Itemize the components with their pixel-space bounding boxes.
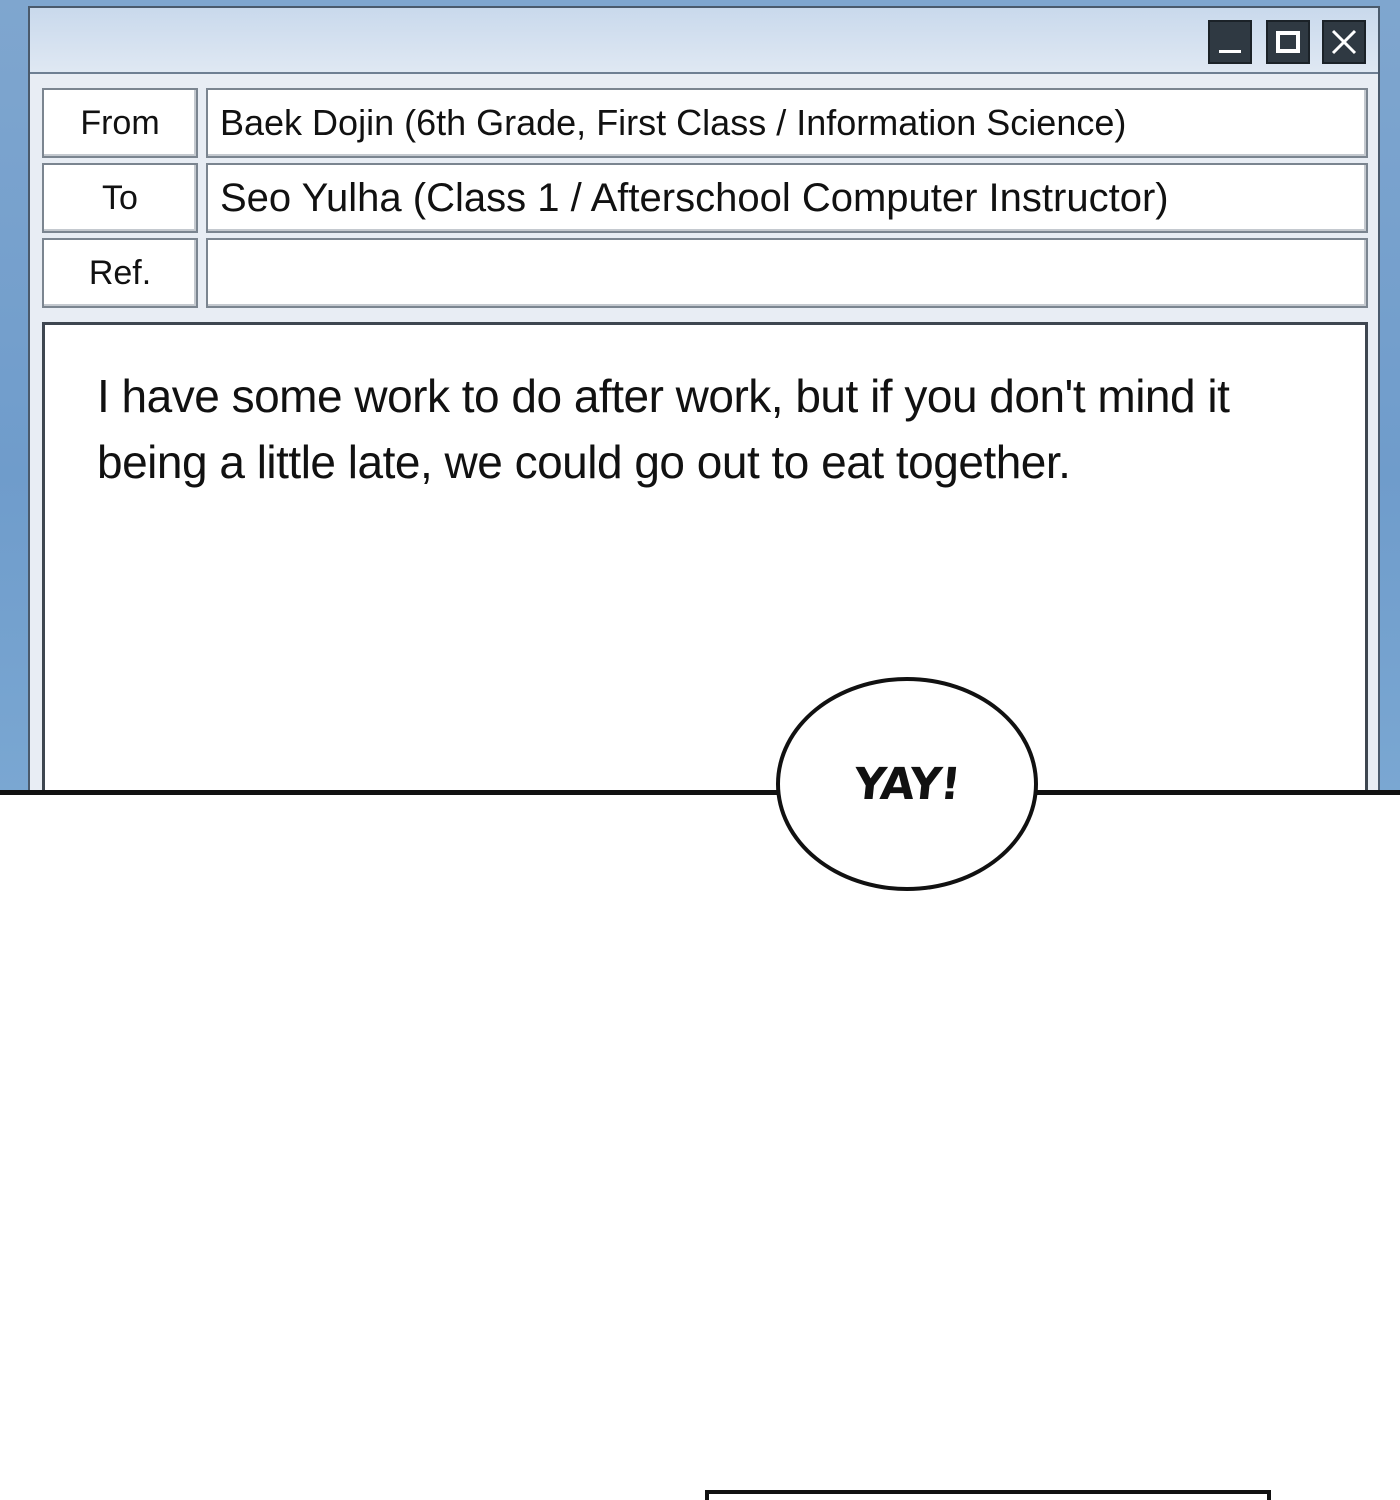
to-label: To — [42, 163, 198, 233]
email-window — [28, 6, 1380, 792]
message-line-1: I have some work to do after work, but if you don't mind it — [97, 370, 1230, 422]
ref-field[interactable] — [206, 238, 1368, 308]
window-titlebar — [30, 8, 1378, 74]
message-text — [97, 363, 1277, 495]
speech-bubble-text: YAY! — [851, 758, 963, 810]
from-field[interactable]: Baek Dojin (6th Grade, First Class / Information Science) — [206, 88, 1368, 158]
next-panel-border — [705, 1490, 1271, 1500]
maximize-icon[interactable] — [1266, 20, 1310, 64]
close-icon[interactable] — [1322, 20, 1366, 64]
speech-bubble — [776, 677, 1038, 891]
message-line-2: being a little late, we could go out to eat together. — [97, 436, 1071, 488]
ref-label: Ref. — [42, 238, 198, 308]
message-body[interactable] — [42, 322, 1368, 792]
minimize-icon[interactable] — [1208, 20, 1252, 64]
to-field[interactable]: Seo Yulha (Class 1 / Afterschool Computer Instructor) — [206, 163, 1368, 233]
from-label: From — [42, 88, 198, 158]
panel-border — [0, 790, 1400, 795]
